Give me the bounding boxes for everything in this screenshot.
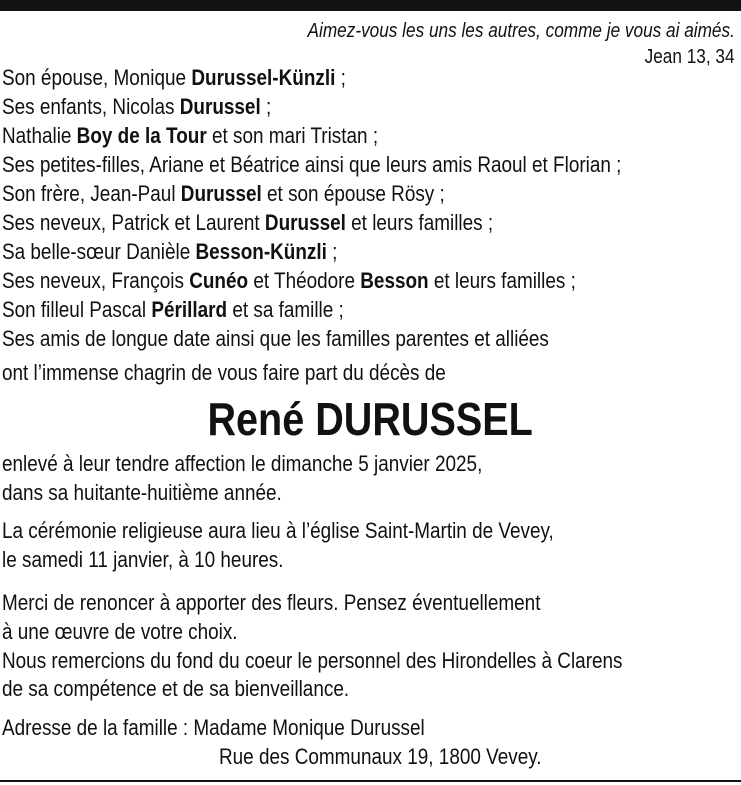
address-name: Madame Monique Durussel: [193, 715, 425, 740]
ceremony-line-1: La cérémonie religieuse aura lieu à l’église Saint-Martin de Vevey,: [2, 518, 554, 543]
thanks-line-1: Merci de renoncer à apporter des fleurs. Pensez éventuellement: [2, 590, 541, 615]
family-line-brother: Son frère, Jean-Paul Durussel et son épouse Rösy ;: [2, 181, 445, 206]
death-line-1: enlevé à leur tendre affection le dimanche 5 janvier 2025,: [2, 451, 483, 476]
address-line-2: Rue des Communaux 19, 1800 Vevey.: [219, 744, 542, 769]
address-label: Adresse de la famille :: [2, 715, 194, 740]
family-line-granddaughters: Ses petites-filles, Ariane et Béatrice ainsi que leurs amis Raoul et Florian ;: [2, 152, 622, 177]
death-line-2: dans sa huitante-huitième année.: [2, 480, 282, 505]
family-line-children: Ses enfants, Nicolas Durussel ;: [2, 94, 272, 119]
family-line-sister-in-law: Sa belle-sœur Danièle Besson-Künzli ;: [2, 239, 338, 264]
family-line-nephews-durussel: Ses neveux, Patrick et Laurent Durussel et leurs familles ;: [2, 210, 494, 235]
bottom-border-rule: [0, 780, 741, 782]
thanks-line-2: à une œuvre de votre choix.: [2, 619, 238, 644]
family-line-godson: Son filleul Pascal Périllard et sa famille ;: [2, 297, 344, 322]
top-border-rule: [0, 0, 741, 11]
address-line-1: [2, 717, 494, 743]
family-line-daughter: Nathalie Boy de la Tour et son mari Tristan ;: [2, 123, 379, 148]
family-line-spouse: Son épouse, Monique Durussel-Künzli ;: [2, 65, 346, 90]
announcement-text: ont l’immense chagrin de vous faire part du décès de: [2, 360, 446, 385]
thanks-line-4: de sa compétence et de sa bienveillance.: [2, 676, 350, 701]
thanks-line-3: Nous remercions du fond du coeur le personnel des Hirondelles à Clarens: [2, 648, 623, 673]
epigraph-quote: Aimez-vous les uns les autres, comme je vous ai aimés.: [307, 20, 735, 42]
deceased-name: René DURUSSEL: [207, 393, 534, 445]
ceremony-line-2: le samedi 11 janvier, à 10 heures.: [2, 547, 284, 572]
family-line-nephews-cuneo-besson: Ses neveux, François Cunéo et Théodore Besson et leurs familles ;: [2, 268, 576, 293]
family-line-friends: Ses amis de longue date ainsi que les familles parentes et alliées: [2, 326, 549, 351]
epigraph-reference: Jean 13, 34: [645, 46, 735, 68]
